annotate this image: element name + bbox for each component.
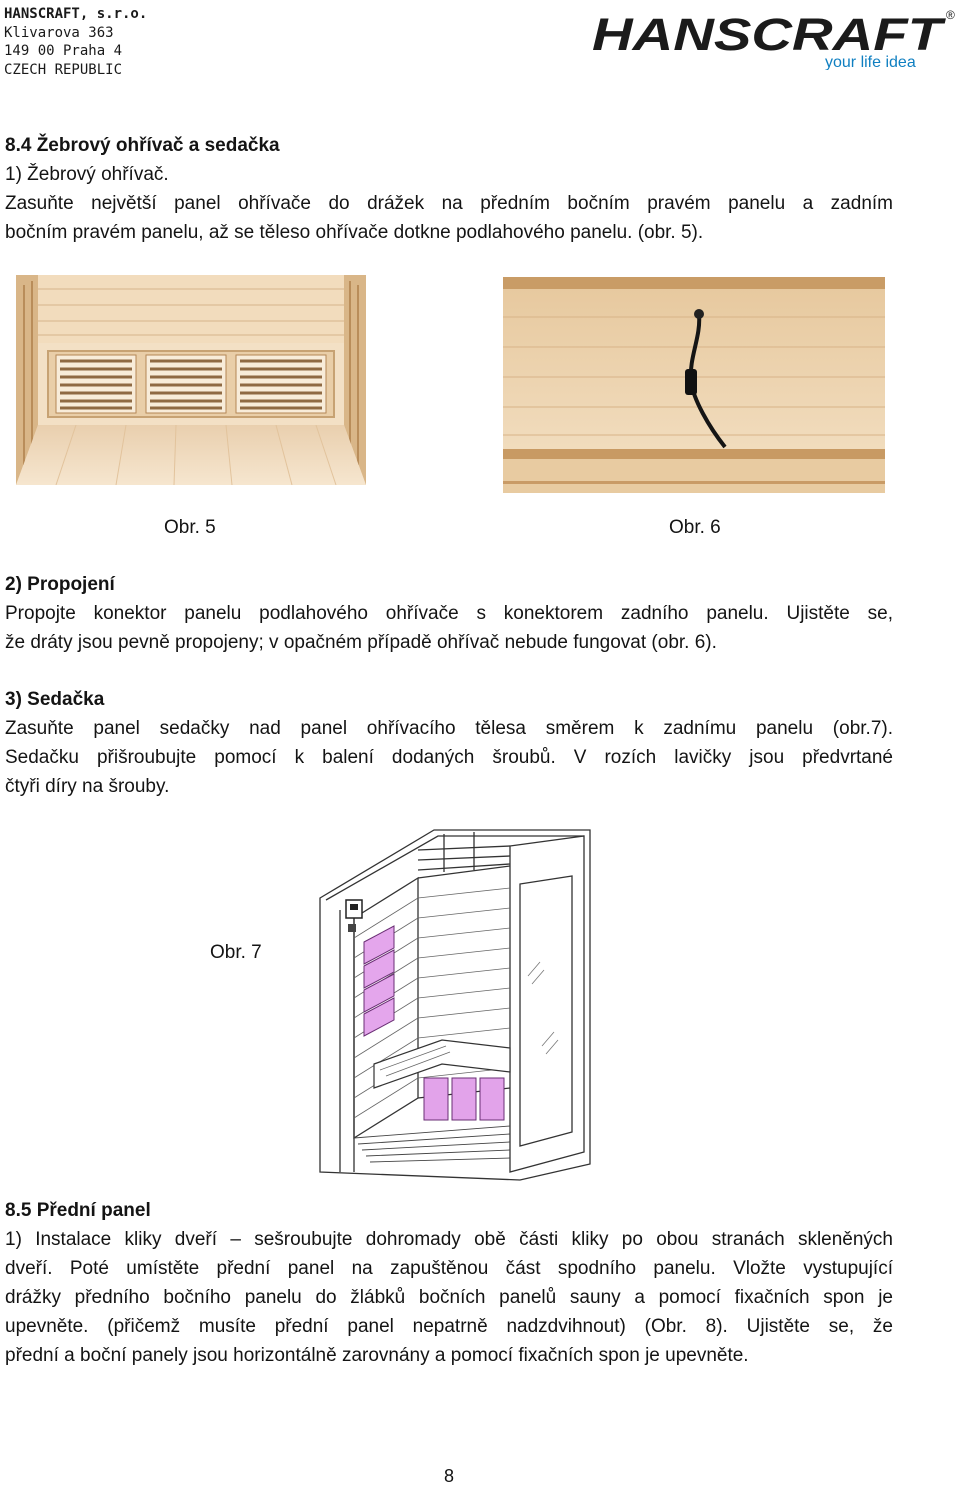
figure-6-connector-photo xyxy=(503,277,885,493)
step1-title: 1) Žebrový ohřívač. xyxy=(5,164,169,185)
figure-6-caption: Obr. 6 xyxy=(669,517,721,538)
section-8-5-line-3: drážky předního bočního panelu do žlábků bočních panelů sauny a pomocí fixačních spon je xyxy=(5,1287,893,1308)
section-8-5-line-5: přední a boční panely jsou horizontálně zarovnány a pomocí fixačních spon je upevněte. xyxy=(5,1345,749,1366)
step1-text-line-2: bočním pravém panelu, až se těleso ohřívače dotkne podlahového panelu. (obr. 5). xyxy=(5,222,704,243)
logo-tagline: your life idea xyxy=(825,54,916,70)
figure-5-caption: Obr. 5 xyxy=(164,517,216,538)
step1-text-line-1: Zasuňte největší panel ohřívače do drážek na předním bočním pravém panelu a zadním xyxy=(5,193,893,214)
step2-title: 2) Propojení xyxy=(5,574,115,595)
company-address xyxy=(4,5,147,79)
figure-5-floor-heater-photo xyxy=(16,275,366,485)
step3-text-line-3: čtyři díry na šrouby. xyxy=(5,776,170,797)
page-number: 8 xyxy=(443,1466,454,1486)
step3-text-line-1: Zasuňte panel sedačky nad panel ohřívacího tělesa směrem k zadnímu panelu (obr.7). xyxy=(5,718,893,739)
section-8-4-heading: 8.4 Žebrový ohřívač a sedačka xyxy=(5,135,280,156)
logo-wordmark: HANSCRAFT xyxy=(592,9,947,60)
address-street: Klivarova 363 xyxy=(4,24,114,41)
step3-title: 3) Sedačka xyxy=(5,689,105,710)
figure-7-caption: Obr. 7 xyxy=(210,942,262,963)
company-name: HANSCRAFT, s.r.o. xyxy=(4,6,148,22)
section-8-5-heading: 8.5 Přední panel xyxy=(5,1200,151,1221)
section-8-5-line-2: dveří. Poté umístěte přední panel na zapuštěnou část spodního panelu. Vložte vystupující xyxy=(5,1258,893,1279)
step2-text-line-2: že dráty jsou pevně propojeny; v opačném případě ohřívač nebude fungovat (obr. 6). xyxy=(5,632,717,653)
step2-text-line-1: Propojte konektor panelu podlahového ohřívače s konektorem zadního panelu. Ujistěte se, xyxy=(5,603,893,624)
section-8-5-line-4: upevněte. (přičemž musíte přední panel nepatrně nadzdvihnout) (Obr. 8). Ujistěte se, že xyxy=(5,1316,893,1337)
address-city: 149 00 Praha 4 xyxy=(4,43,123,59)
section-8-5-line-1: 1) Instalace kliky dveří – sešroubujte dohromady obě části kliky po obou stranách skleněných xyxy=(5,1229,893,1250)
figure-7-sauna-drawing xyxy=(314,826,594,1184)
address-country: CZECH REPUBLIC xyxy=(4,61,123,78)
step3-text-line-2: Sedačku přišroubujte pomocí k balení dodaných šroubů. V rozích lavičky jsou předvrtané xyxy=(5,747,893,768)
hanscraft-logo xyxy=(590,6,960,70)
logo-registered-mark: ® xyxy=(946,8,955,22)
